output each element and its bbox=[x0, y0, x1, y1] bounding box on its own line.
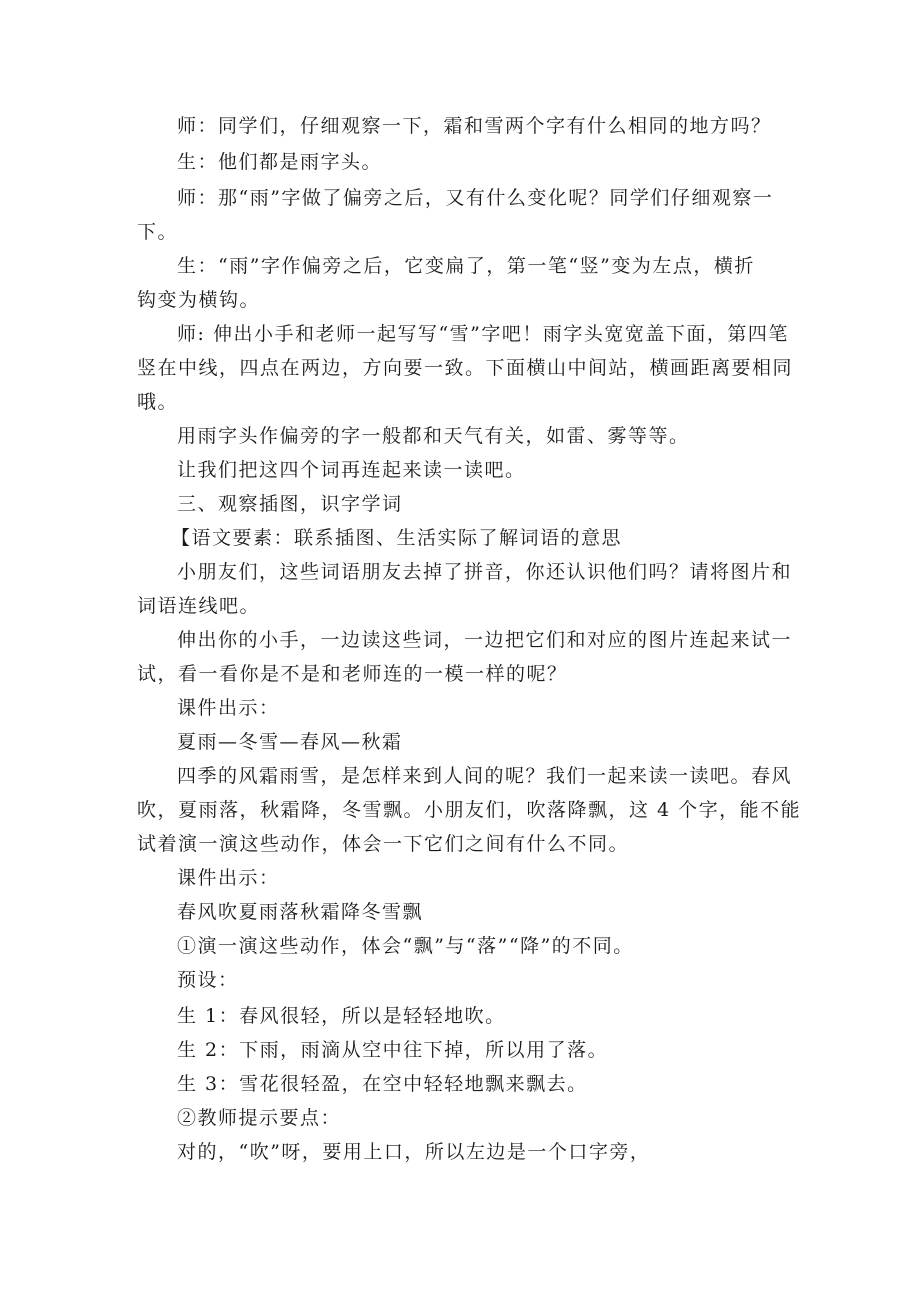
paragraph-line: 用雨字头作偏旁的字一般都和天气有关，如雷、雾等等。 bbox=[177, 425, 690, 447]
paragraph-line: 师：同学们，仔细观察一下，霜和雪两个字有什么相同的地方吗？ bbox=[177, 115, 772, 137]
paragraph-line: 生 2：下雨，雨滴从空中往下掉，所以用了落。 bbox=[177, 1039, 609, 1061]
paragraph-line: 课件出示： bbox=[177, 697, 280, 719]
paragraph-line: 四季的风霜雨雪，是怎样来到人间的呢？我们一起来读一读吧。春风 bbox=[177, 765, 793, 787]
paragraph-line: 吹，夏雨落，秋霜降，冬雪飘。小朋友们，吹落降飘，这 4 个字，能不能 bbox=[137, 799, 802, 821]
paragraph-line: ①演一演这些动作，体会“飘”与“落”“降”的不同。 bbox=[177, 935, 634, 957]
paragraph-line: 生：他们都是雨字头。 bbox=[177, 151, 383, 173]
paragraph-line: 生 3：雪花很轻盈，在空中轻轻地飘来飘去。 bbox=[177, 1073, 588, 1095]
paragraph-line: 小朋友们，这些词语朋友去掉了拼音，你还认识他们吗？请将图片和 bbox=[177, 561, 793, 583]
paragraph-line: 让我们把这四个词再连起来读一读吧。 bbox=[177, 459, 526, 481]
paragraph-line: 【语文要素：联系插图、生活实际了解词语的意思 bbox=[171, 527, 623, 549]
paragraph-line: ②教师提示要点： bbox=[177, 1107, 342, 1129]
paragraph-line: 哦。 bbox=[137, 391, 179, 413]
paragraph-line: 师: 伸出小手和老师一起写写“雪”字吧！雨字头宽宽盖下面，第四笔 bbox=[177, 323, 789, 345]
paragraph-line: 生：“雨”字作偏旁之后，它变扁了，第一笔“竖”变为左点，横折 bbox=[177, 255, 755, 277]
paragraph-line: 预设： bbox=[177, 969, 239, 991]
paragraph-line: 下。 bbox=[137, 221, 179, 243]
paragraph-line: 夏雨—冬雪—春风—秋霜 bbox=[177, 731, 403, 753]
paragraph-line: 生 1：春风很轻，所以是轻轻地吹。 bbox=[177, 1005, 506, 1027]
paragraph-line: 钩变为横钩。 bbox=[137, 289, 261, 311]
paragraph-line: 竖在中线，四点在两边，方向要一致。下面横山中间站，横画距离要相同 bbox=[137, 357, 794, 379]
paragraph-line: 对的，“吹”呀，要用上口，所以左边是一个口字旁， bbox=[177, 1141, 651, 1163]
section-heading: 三、观察插图，识字学词 bbox=[177, 493, 403, 515]
paragraph-line: 春风吹夏雨落秋霜降冬雪飘 bbox=[177, 901, 424, 923]
paragraph-line: 词语连线吧。 bbox=[137, 595, 261, 617]
paragraph-line: 试着演一演这些动作，体会一下它们之间有什么不同。 bbox=[137, 833, 630, 855]
paragraph-line: 试，看一看你是不是和老师连的一模一样的呢？ bbox=[137, 663, 568, 685]
paragraph-line: 师：那“雨”字做了偏旁之后，又有什么变化呢？同学们仔细观察一 bbox=[177, 187, 774, 209]
paragraph-line: 伸出你的小手，一边读这些词，一边把它们和对应的图片连起来试一 bbox=[177, 629, 793, 651]
paragraph-line: 课件出示： bbox=[177, 867, 280, 889]
